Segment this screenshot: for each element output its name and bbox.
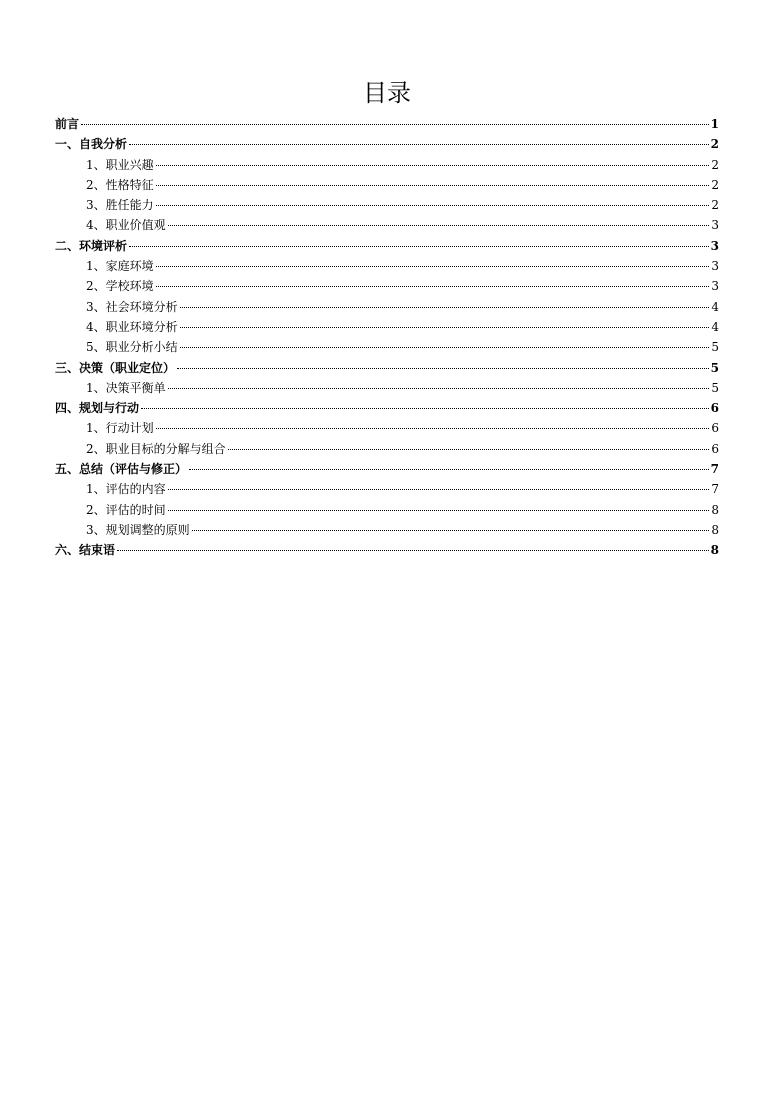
- toc-entry[interactable]: [55, 155, 719, 175]
- dot-leader: [168, 388, 710, 389]
- toc-entry[interactable]: [55, 378, 719, 398]
- toc-entry-page-number: 3: [711, 259, 719, 274]
- toc-entry-page-number: 7: [710, 462, 719, 477]
- toc-entry[interactable]: [55, 418, 719, 438]
- toc-entry-page-number: 4: [711, 319, 719, 334]
- toc-entry[interactable]: [55, 439, 719, 459]
- toc-entry[interactable]: [55, 215, 719, 235]
- toc-entry-text: 3、胜任能力: [86, 198, 154, 213]
- toc-entry-text: 三、决策（职业定位）: [55, 360, 176, 375]
- toc-entry-text: 2、学校环境: [86, 279, 154, 294]
- toc-entry-text: 1、评估的内容: [86, 482, 166, 497]
- toc-entry-page-number: 4: [711, 299, 719, 314]
- toc-entry-page-number: 5: [711, 340, 719, 355]
- toc-entry-text: 二、环境评析: [55, 238, 128, 253]
- toc-entry[interactable]: [55, 175, 719, 195]
- toc-entry-page-number: 8: [711, 502, 719, 517]
- toc-entry-text: 1、职业兴趣: [86, 157, 154, 172]
- dot-leader: [228, 449, 710, 450]
- toc-entry[interactable]: [55, 256, 719, 276]
- toc-entry-text: 1、决策平衡单: [86, 380, 166, 395]
- dot-leader: [168, 489, 710, 490]
- toc-entry-text: 1、家庭环境: [86, 259, 154, 274]
- toc-entry[interactable]: [55, 114, 719, 134]
- toc-entry[interactable]: [55, 195, 719, 215]
- toc-entry-page-number: 3: [711, 279, 719, 294]
- toc-entry-page-number: 2: [710, 137, 719, 152]
- dot-leader: [156, 428, 710, 429]
- toc-entry[interactable]: [55, 297, 719, 317]
- dot-leader: [129, 144, 709, 145]
- toc-entry[interactable]: [55, 358, 719, 378]
- dot-leader: [156, 205, 710, 206]
- dot-leader: [180, 307, 710, 308]
- toc-entry[interactable]: [55, 236, 719, 256]
- toc-entry-text: 5、职业分析小结: [86, 340, 178, 355]
- dot-leader: [189, 469, 709, 470]
- dot-leader: [117, 550, 709, 551]
- toc-entry-text: 2、职业目标的分解与组合: [86, 441, 226, 456]
- dot-leader: [177, 368, 709, 369]
- dot-leader: [156, 165, 710, 166]
- toc-entry-text: 前言: [55, 117, 80, 131]
- toc-entry-text: 2、评估的时间: [86, 502, 166, 517]
- toc-entry[interactable]: [55, 500, 719, 520]
- toc-entry-page-number: 3: [710, 238, 719, 253]
- toc-entry-page-number: 2: [711, 198, 719, 213]
- toc-entry-page-number: 8: [710, 543, 719, 558]
- toc-entry-page-number: 2: [711, 157, 719, 172]
- dot-leader: [168, 225, 710, 226]
- dot-leader: [156, 266, 710, 267]
- toc-entry-page-number: 2: [711, 177, 719, 192]
- toc-entry-page-number: 7: [711, 482, 719, 497]
- dot-leader: [180, 347, 710, 348]
- toc-title: 目录: [363, 79, 411, 107]
- toc-entry[interactable]: [55, 479, 719, 499]
- toc-entry[interactable]: [55, 337, 719, 357]
- toc-entry-text: 4、职业价值观: [86, 218, 166, 233]
- toc-entry[interactable]: [55, 276, 719, 296]
- dot-leader: [192, 530, 710, 531]
- toc-entry-page-number: 6: [711, 441, 719, 456]
- toc-entry[interactable]: [55, 540, 719, 560]
- toc-entry[interactable]: [55, 398, 719, 418]
- toc-entry-text: 五、总结（评估与修正）: [55, 462, 188, 477]
- toc-entry-page-number: 5: [711, 380, 719, 395]
- toc-entry-page-number: 6: [711, 421, 719, 436]
- toc-entry[interactable]: [55, 134, 719, 154]
- toc-entry-page-number: 6: [710, 401, 719, 416]
- toc-entry-text: 4、职业环境分析: [86, 319, 178, 334]
- dot-leader: [168, 510, 710, 511]
- toc-entry-page-number: 5: [710, 360, 719, 375]
- toc-entry-page-number: 1: [710, 117, 719, 131]
- toc-entry[interactable]: [55, 317, 719, 337]
- toc-entry-text: 1、行动计划: [86, 421, 154, 436]
- toc-entry-text: 一、自我分析: [55, 137, 128, 152]
- toc-entry-text: 2、性格特征: [86, 177, 154, 192]
- toc-entry-text: 3、社会环境分析: [86, 299, 178, 314]
- dot-leader: [81, 124, 709, 125]
- toc-entry-page-number: 8: [711, 522, 719, 537]
- dot-leader: [156, 286, 710, 287]
- toc-entry-text: 四、规划与行动: [55, 401, 140, 416]
- toc-entry[interactable]: [55, 459, 719, 479]
- dot-leader: [141, 408, 709, 409]
- dot-leader: [156, 185, 710, 186]
- toc-entry[interactable]: [55, 520, 719, 540]
- table-of-contents: [55, 114, 719, 561]
- toc-entry-text: 六、结束语: [55, 543, 116, 558]
- dot-leader: [180, 327, 710, 328]
- dot-leader: [129, 246, 709, 247]
- toc-entry-page-number: 3: [711, 218, 719, 233]
- toc-entry-text: 3、规划调整的原则: [86, 522, 190, 537]
